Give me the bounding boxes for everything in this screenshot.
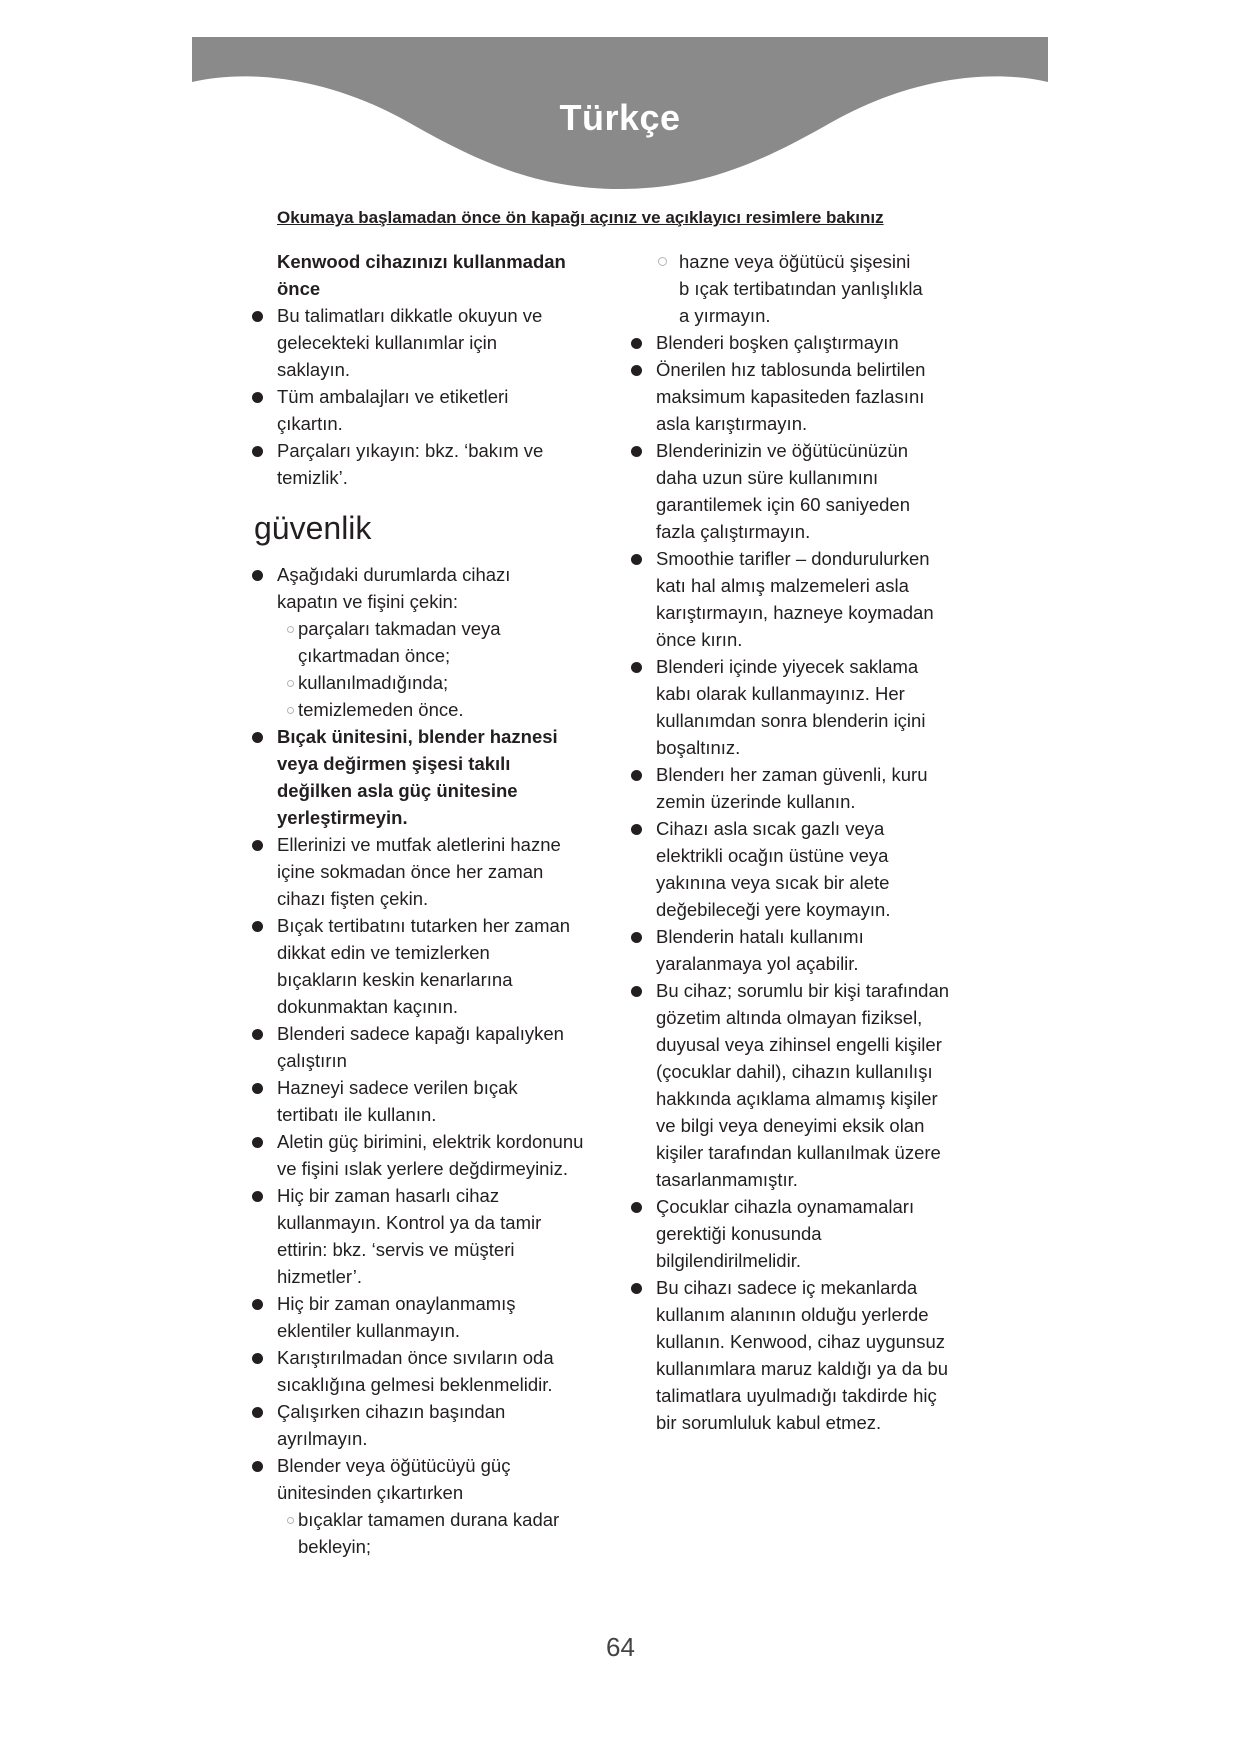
header-banner	[192, 37, 1048, 193]
list-item: Çocuklar cihazla oynamamaları gerektiği konusunda bilgilendirilmelidir.	[656, 1196, 915, 1271]
list-item: Blenderin hatalı kullanımı yaralanmaya yol açabilir.	[656, 926, 864, 974]
list-item: Çalışırken cihazın başından ayrılmayın.	[277, 1401, 506, 1449]
list-item: Önerilen hız tablosunda belirtilen maksimum kapasiteden fazlasını asla karıştırmayın.	[656, 359, 926, 434]
left-column	[252, 248, 624, 1560]
list-item: Blenderi boşken çalıştırmayın	[656, 332, 899, 353]
page-number: 64	[606, 1632, 635, 1662]
list-item: Cihazı asla sıcak gazlı veya elektrikli ocağın üstüne veya yakınına veya sıcak bir alete değebileceği yere koymayın.	[656, 818, 891, 920]
circle-bullet-icon	[287, 626, 294, 633]
list-item: Bıçak ünitesini, blender haznesi veya değirmen şişesi takılı değilken asla güç ünitesine yerleştirmeyin.	[277, 726, 558, 828]
sub-list-item: kullanılmadığında;	[252, 669, 624, 696]
circle-bullet-icon	[287, 707, 294, 714]
reading-notice: Okumaya başlamadan önce ön kapağı açınız ve açıklayıcı resimlere bakınız	[277, 208, 884, 227]
intro-heading: Kenwood cihazınızı kullanmadan önce	[277, 251, 566, 299]
list-item: Bu talimatları dikkatle okuyun ve gelecekteki kullanımlar için saklayın.	[277, 305, 543, 380]
list-item: Bıçak tertibatını tutarken her zaman dikkat edin ve temizlerken bıçakların keskin kenarlarına dokunmaktan kaçının.	[277, 915, 571, 1017]
list-item: Blender veya öğütücüyü güç ünitesinden çıkartırken	[277, 1455, 511, 1503]
circle-bullet-icon	[287, 680, 294, 687]
list-item: Hiç bir zaman onaylanmamış eklentiler kullanmayın.	[277, 1293, 516, 1341]
circle-bullet-icon	[287, 1517, 294, 1524]
list-item: Aşağıdaki durumlarda cihazı kapatın ve fişini çekin:	[277, 564, 511, 612]
sub-list-item: bıçaklar tamamen durana kadar bekleyin;	[252, 1506, 624, 1560]
list-item: Blenderi içinde yiyecek saklama kabı olarak kullanmayınız. Her kullanımdan sonra blenderin içini boşaltınız.	[656, 656, 926, 758]
list-item: Hiç bir zaman hasarlı cihaz kullanmayın. Kontrol ya da tamir ettirin: bkz. ‘servis ve müşteri hizmetler’.	[277, 1185, 542, 1287]
list-item: Hazneyi sadece verilen bıçak tertibatı ile kullanın.	[277, 1077, 518, 1125]
circle-bullet-icon	[658, 257, 667, 266]
right-column	[631, 248, 1001, 1436]
list-item: Bu cihaz; sorumlu bir kişi tarafından gözetim altında olmayan fiziksel, duyusal veya zihinsel engelli kişiler (çocuklar dahil), cihazın kullanılışı hakkında açıklama almamış kişiler ve bilgi veya deneyimi eksik olan kişiler tarafından kullanılmak üzere tasarlanmamıştır.	[656, 980, 950, 1190]
list-item: Ellerinizi ve mutfak aletlerini hazne içine sokmadan önce her zaman cihazı fişten çekin.	[277, 834, 561, 909]
list-item: Blenderinizin ve öğütücünüzün daha uzun süre kullanımını garantilemek için 60 saniyeden fazla çalıştırmayın.	[656, 440, 911, 542]
list-item: Smoothie tarifler – dondurulurken katı hal almış malzemeleri asla karıştırmayın, hazneye koymadan önce kırın.	[656, 548, 934, 650]
list-item: Blenderı her zaman güvenli, kuru zemin üzerinde kullanın.	[656, 764, 928, 812]
list-item: Bu cihazı sadece iç mekanlarda kullanım alanının olduğu yerlerde kullanın. Kenwood, cihaz uygunsuz kullanımlara maruz kaldığı ya da bu talimatlara uyulmadığı takdirde hiç bir sorumluluk kabul etmez.	[656, 1277, 949, 1433]
sub-list-item: hazne veya öğütücü şişesini b ıçak tertibatından yanlışlıkla a yırmayın.	[631, 248, 1001, 329]
list-item: Karıştırılmadan önce sıvıların oda sıcaklığına gelmesi beklenmelidir.	[277, 1347, 554, 1395]
list-item: Parçaları yıkayın: bkz. ‘bakım ve temizlik’.	[277, 440, 544, 488]
list-item: Aletin güç birimini, elektrik kordonunu ve fişini ıslak yerlere değdirmeyiniz.	[277, 1131, 584, 1179]
list-item: Blenderi sadece kapağı kapalıyken çalıştırın	[277, 1023, 564, 1071]
sub-list-item: parçaları takmadan veya çıkartmadan önce;	[252, 615, 624, 669]
sub-list-item: temizlemeden önce.	[252, 696, 624, 723]
list-item: Tüm ambalajları ve etiketleri çıkartın.	[277, 386, 509, 434]
section-heading-safety: güvenlik	[254, 510, 372, 546]
page-title: Türkçe	[559, 97, 681, 138]
